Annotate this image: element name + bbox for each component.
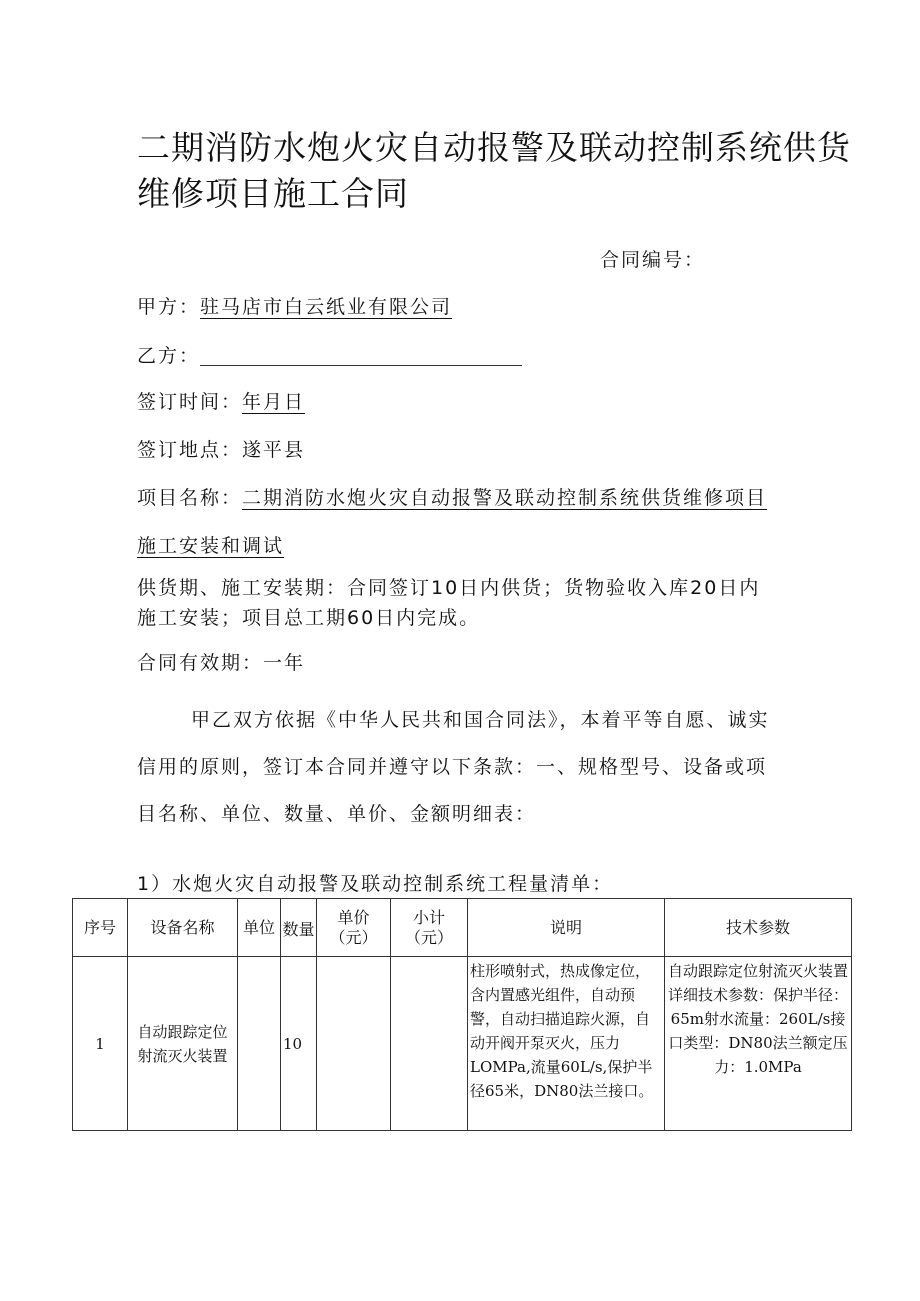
cell-name: 自动跟踪定位射流灭火装置	[128, 957, 238, 1131]
header-qty: 数量	[281, 899, 317, 957]
schedule-line2: 施工安装；项目总工期60日内完成。	[137, 607, 481, 629]
document-title-line2: 维修项目施工合同	[137, 174, 409, 213]
party-b-blank-line	[200, 345, 522, 366]
validity-period: 合同有效期：一年	[137, 652, 306, 674]
sign-place-value: 遂平县	[242, 439, 306, 461]
contract-number-label: 合同编号：	[600, 249, 706, 271]
sign-place-row	[137, 435, 305, 462]
cell-tech: 自动跟踪定位射流灭火装置详细技术参数：保护半径：65m射水流量：260L/s接口类型：DN80法兰额定压力：1.0MPa	[665, 957, 852, 1131]
schedule-line1: 供货期、施工安装期：合同签订10日内供货；货物验收入库20日内	[137, 577, 761, 599]
header-unit: 单位	[238, 899, 281, 957]
table-header-row	[73, 899, 852, 957]
preamble-line2: 信用的原则，签订本合同并遵守以下条款：一、规格型号、设备或项	[137, 756, 768, 778]
preamble-line1: 甲乙双方依据《中华人民共和国合同法》，本着平等自愿、诚实	[191, 709, 770, 731]
party-a-row	[137, 292, 452, 319]
party-a-label: 甲方：	[137, 296, 201, 318]
header-price: 单价（元）	[317, 899, 391, 957]
sign-time-row	[137, 387, 305, 414]
sign-time-label: 签订时间：	[137, 391, 243, 413]
cell-seq: 1	[73, 957, 128, 1131]
project-name-value-line1: 二期消防水炮火灾自动报警及联动控制系统供货维修项目	[242, 487, 768, 509]
party-a-value: 驻马店市白云纸业有限公司	[200, 296, 453, 318]
header-name: 设备名称	[128, 899, 238, 957]
cell-unit	[238, 957, 281, 1131]
party-b-label: 乙方：	[137, 345, 201, 367]
cell-subtotal	[391, 957, 468, 1131]
document-title-line1: 二期消防水炮火灾自动报警及联动控制系统供货	[137, 128, 851, 167]
party-b-row	[137, 341, 522, 368]
equipment-table	[72, 898, 852, 1131]
header-desc: 说明	[468, 899, 665, 957]
header-tech: 技术参数	[665, 899, 852, 957]
project-name-value-line2: 施工安装和调试	[137, 535, 285, 557]
preamble-line3: 目名称、单位、数量、单价、金额明细表：	[137, 803, 537, 825]
header-seq: 序号	[73, 899, 128, 957]
cell-desc: 柱形喷射式，热成像定位，含内置感光组件，自动预警，自动扫描追踪火源，自动开阀开泵灭火，压力LOMPa,流量60L/s,保护半径65米，DN80法兰接口。	[468, 957, 665, 1131]
project-name-label: 项目名称：	[137, 487, 243, 509]
sign-time-value: 年月日	[242, 391, 306, 413]
table-row	[73, 957, 852, 1131]
header-subtotal: 小计（元）	[391, 899, 468, 957]
cell-price	[317, 957, 391, 1131]
cell-qty: 10	[281, 957, 317, 1131]
sign-place-label: 签订地点：	[137, 439, 243, 461]
table-caption: 1）水炮火灾自动报警及联动控制系统工程量清单：	[137, 873, 614, 895]
project-name-row	[137, 483, 767, 510]
